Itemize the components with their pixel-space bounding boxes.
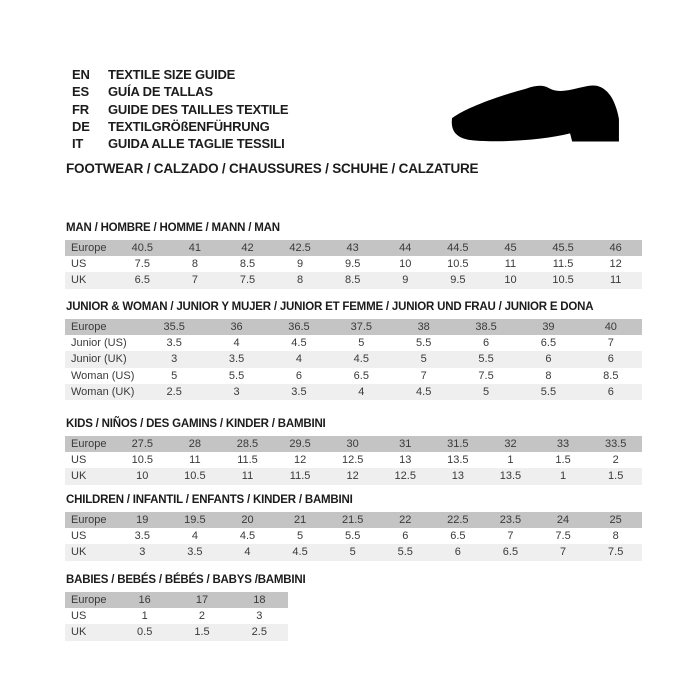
size-cell: 44 — [379, 240, 432, 256]
row-label: Woman (US) — [71, 369, 135, 382]
size-cell: 4.5 — [239, 530, 256, 543]
row-label: Europe — [65, 319, 143, 335]
size-row — [65, 256, 642, 272]
size-cell: 31.5 — [432, 436, 485, 452]
size-row — [65, 351, 642, 367]
size-cell: 5.5 — [455, 351, 517, 367]
size-cell: 38 — [393, 319, 455, 335]
size-table — [65, 319, 642, 400]
size-cell: 25 — [589, 512, 642, 528]
table-section-children — [65, 494, 642, 561]
size-cell: 6.5 — [540, 337, 557, 350]
size-cell: 30 — [326, 436, 379, 452]
size-cell: 7 — [420, 369, 427, 382]
size-cell: 38.5 — [455, 319, 517, 335]
row-label: Junior (UK) — [65, 351, 143, 367]
lang-row-es — [72, 83, 288, 100]
lang-row-en — [72, 66, 288, 83]
lang-row-it — [72, 135, 288, 152]
size-cell: 5 — [297, 530, 304, 543]
size-cell: 6 — [402, 530, 409, 543]
size-cell: 18 — [231, 592, 288, 608]
size-cell: 7 — [507, 530, 514, 543]
row-label: US — [71, 530, 87, 543]
size-cell: 13 — [399, 454, 412, 467]
size-cell: 3.5 — [268, 384, 330, 400]
size-cell: 40 — [580, 319, 642, 335]
size-cell: 6 — [580, 384, 642, 400]
size-cell: 17 — [173, 592, 230, 608]
size-cell: 6 — [483, 337, 490, 350]
lang-title: TEXTILGRÖßENFÜHRUNG — [108, 119, 270, 135]
size-cell: 11 — [589, 272, 642, 288]
size-row — [65, 608, 288, 624]
size-cell: 13.5 — [447, 454, 469, 467]
size-cell: 27.5 — [116, 436, 169, 452]
size-cell: 10 — [116, 468, 169, 484]
size-cell: 11 — [504, 258, 517, 271]
table-title: KIDS / NIÑOS / DES GAMINS / KINDER / BAMBINI — [66, 418, 326, 430]
lang-row-de — [72, 118, 288, 135]
size-cell: 36 — [205, 319, 267, 335]
size-cell: 10 — [399, 258, 412, 271]
table-section-babies — [65, 574, 305, 641]
size-cell: 13.5 — [484, 468, 537, 484]
size-cell: 12 — [326, 468, 379, 484]
lang-code: FR — [72, 101, 89, 117]
size-cell: 9.5 — [432, 272, 485, 288]
size-row — [65, 335, 642, 351]
size-row — [65, 468, 642, 484]
row-label: UK — [65, 272, 116, 288]
size-row — [65, 452, 642, 468]
category-heading: FOOTWEAR / CALZADO / CHAUSSURES / SCHUHE / CALZATURE — [66, 161, 479, 176]
table-section-junior-woman — [65, 301, 642, 400]
size-cell: 21.5 — [326, 512, 379, 528]
size-cell: 4.5 — [291, 337, 307, 350]
size-cell: 5.5 — [517, 384, 579, 400]
size-cell: 11.5 — [552, 258, 574, 271]
size-cell: 9 — [297, 258, 304, 271]
shoe-icon — [449, 82, 622, 144]
size-header-row — [65, 240, 642, 256]
size-cell: 7.5 — [134, 258, 150, 271]
size-cell: 7 — [169, 272, 222, 288]
table-title: JUNIOR & WOMAN / JUNIOR Y MUJER / JUNIOR ET FEMME / JUNIOR UND FRAU / JUNIOR E DONA — [66, 301, 594, 313]
size-cell: 5 — [171, 369, 178, 382]
size-cell: 3.5 — [166, 337, 182, 350]
size-cell: 22.5 — [432, 512, 485, 528]
size-row — [65, 624, 288, 640]
size-cell: 7.5 — [478, 369, 494, 382]
size-header-row — [65, 592, 288, 608]
size-header-row — [65, 436, 642, 452]
table-title: BABIES / BEBÉS / BÉBÉS / BABYS /BAMBINI — [66, 574, 306, 586]
size-cell: 5.5 — [345, 530, 361, 543]
size-cell: 43 — [326, 240, 379, 256]
size-cell: 24 — [537, 512, 590, 528]
size-cell: 8 — [274, 272, 327, 288]
size-cell: 5.5 — [416, 337, 432, 350]
size-cell: 4 — [330, 384, 392, 400]
size-cell: 9.5 — [345, 258, 361, 271]
table-title: CHILDREN / INFANTIL / ENFANTS / KINDER / BAMBINI — [66, 494, 353, 506]
size-row — [65, 272, 642, 288]
lang-code: EN — [72, 67, 90, 83]
size-cell: 12 — [609, 258, 622, 271]
size-cell: 1.5 — [173, 624, 230, 640]
size-cell: 2.5 — [143, 384, 205, 400]
size-row — [65, 384, 642, 400]
size-cell: 5.5 — [228, 369, 245, 382]
size-cell: 1 — [507, 454, 514, 467]
size-table — [65, 592, 288, 641]
size-cell: 12 — [293, 454, 307, 467]
size-cell: 4 — [268, 351, 330, 367]
size-cell: 6.5 — [116, 272, 169, 288]
size-cell: 7.5 — [555, 530, 571, 543]
size-cell: 20 — [221, 512, 274, 528]
size-cell: 6 — [517, 351, 579, 367]
size-cell: 3.5 — [205, 351, 267, 367]
size-cell: 6 — [295, 369, 302, 382]
size-cell: 10 — [484, 272, 537, 288]
size-cell: 6.5 — [450, 530, 466, 543]
size-cell: 4 — [191, 530, 198, 543]
size-cell: 4.5 — [274, 544, 327, 560]
size-cell: 22 — [379, 512, 432, 528]
size-cell: 3 — [116, 544, 169, 560]
size-row — [65, 544, 642, 560]
size-row — [65, 528, 642, 544]
size-cell: 7 — [537, 544, 590, 560]
size-cell: 32 — [484, 436, 537, 452]
size-cell: 46 — [589, 240, 642, 256]
size-cell: 4 — [233, 337, 240, 350]
size-cell: 12.5 — [379, 468, 432, 484]
table-section-man — [65, 222, 642, 289]
size-header-row — [65, 319, 642, 335]
lang-code: ES — [72, 84, 89, 100]
size-cell: 23.5 — [484, 512, 537, 528]
size-cell: 8.5 — [239, 258, 256, 271]
size-cell: 4.5 — [330, 351, 392, 367]
lang-title: GUIDA ALLE TAGLIE TESSILI — [108, 136, 285, 152]
lang-title: GUIDE DES TAILLES TEXTILE — [108, 101, 289, 117]
size-cell: 45.5 — [537, 240, 590, 256]
row-label: Europe — [65, 512, 116, 528]
size-cell: 2 — [198, 610, 206, 623]
table-title: MAN / HOMBRE / HOMME / MANN / MAN — [66, 222, 280, 234]
size-cell: 2.5 — [231, 624, 288, 640]
size-cell: 2 — [612, 454, 619, 467]
row-label: UK — [65, 544, 116, 560]
size-table — [65, 512, 642, 561]
size-cell: 35.5 — [143, 319, 205, 335]
lang-title: GUÍA DE TALLAS — [108, 84, 213, 100]
size-cell: 3 — [143, 351, 205, 367]
size-cell: 5.5 — [379, 544, 432, 560]
size-cell: 10.5 — [537, 272, 590, 288]
size-row — [65, 368, 642, 384]
size-table — [65, 436, 642, 485]
row-label: UK — [65, 468, 116, 484]
language-title-list — [72, 66, 288, 152]
size-cell: 7 — [607, 337, 614, 350]
size-cell: 11 — [221, 468, 274, 484]
size-cell: 1.5 — [589, 468, 642, 484]
size-cell: 6 — [432, 544, 485, 560]
size-cell: 5 — [455, 384, 517, 400]
size-cell: 4 — [221, 544, 274, 560]
row-label: Woman (UK) — [65, 384, 143, 400]
row-label: US — [71, 610, 87, 623]
lang-code: IT — [72, 136, 84, 152]
size-cell: 31 — [379, 436, 432, 452]
size-cell: 1 — [537, 468, 590, 484]
size-cell: 33.5 — [589, 436, 642, 452]
size-cell: 4.5 — [393, 384, 455, 400]
size-cell: 10.5 — [169, 468, 222, 484]
size-cell: 13 — [432, 468, 485, 484]
size-cell: 11.5 — [274, 468, 327, 484]
size-cell: 3 — [256, 610, 263, 623]
size-cell: 45 — [484, 240, 537, 256]
size-cell: 5 — [326, 544, 379, 560]
size-cell: 16 — [116, 592, 173, 608]
size-cell: 6.5 — [484, 544, 537, 560]
row-label: UK — [65, 624, 116, 640]
size-cell: 28.5 — [221, 436, 274, 452]
size-cell: 36.5 — [268, 319, 330, 335]
size-cell: 8 — [545, 369, 552, 382]
size-cell: 40.5 — [116, 240, 169, 256]
size-cell: 11.5 — [237, 454, 258, 467]
size-cell: 10.5 — [447, 258, 469, 271]
size-cell: 9 — [379, 272, 432, 288]
lang-title: TEXTILE SIZE GUIDE — [108, 67, 236, 83]
row-label: Europe — [65, 240, 116, 256]
row-label: US — [71, 258, 87, 271]
size-cell: 1 — [141, 610, 148, 623]
size-cell: 19.5 — [169, 512, 222, 528]
size-cell: 21 — [274, 512, 327, 528]
size-cell: 44.5 — [432, 240, 485, 256]
size-cell: 10.5 — [131, 454, 153, 467]
size-cell: 3.5 — [134, 530, 150, 543]
size-cell: 42.5 — [274, 240, 327, 256]
size-cell: 8.5 — [326, 272, 379, 288]
size-table — [65, 240, 642, 289]
size-cell: 8 — [191, 258, 198, 271]
size-cell: 19 — [116, 512, 169, 528]
size-cell: 7.5 — [221, 272, 274, 288]
size-cell: 8 — [612, 530, 619, 543]
row-label: Junior (US) — [71, 337, 127, 350]
size-cell: 7.5 — [589, 544, 642, 560]
row-label: US — [71, 454, 87, 467]
lang-code: DE — [72, 119, 90, 135]
size-cell: 3.5 — [169, 544, 222, 560]
size-cell: 3 — [205, 384, 267, 400]
size-cell: 39 — [517, 319, 579, 335]
size-cell: 6.5 — [353, 369, 369, 382]
size-cell: 8.5 — [603, 369, 619, 382]
table-section-kids — [65, 418, 642, 485]
size-cell: 11 — [189, 454, 201, 467]
size-cell: 28 — [169, 436, 222, 452]
size-cell: 33 — [537, 436, 590, 452]
size-cell: 29.5 — [274, 436, 327, 452]
size-cell: 5 — [393, 351, 455, 367]
size-cell: 5 — [358, 337, 365, 350]
size-cell: 37.5 — [330, 319, 392, 335]
lang-row-fr — [72, 101, 288, 118]
size-cell: 0.5 — [116, 624, 173, 640]
row-label: Europe — [65, 436, 116, 452]
row-label: Europe — [65, 592, 116, 608]
size-cell: 41 — [169, 240, 222, 256]
size-cell: 1.5 — [555, 454, 571, 467]
size-cell: 42 — [221, 240, 274, 256]
size-cell: 12.5 — [341, 454, 364, 467]
size-header-row — [65, 512, 642, 528]
size-cell: 6 — [580, 351, 642, 367]
